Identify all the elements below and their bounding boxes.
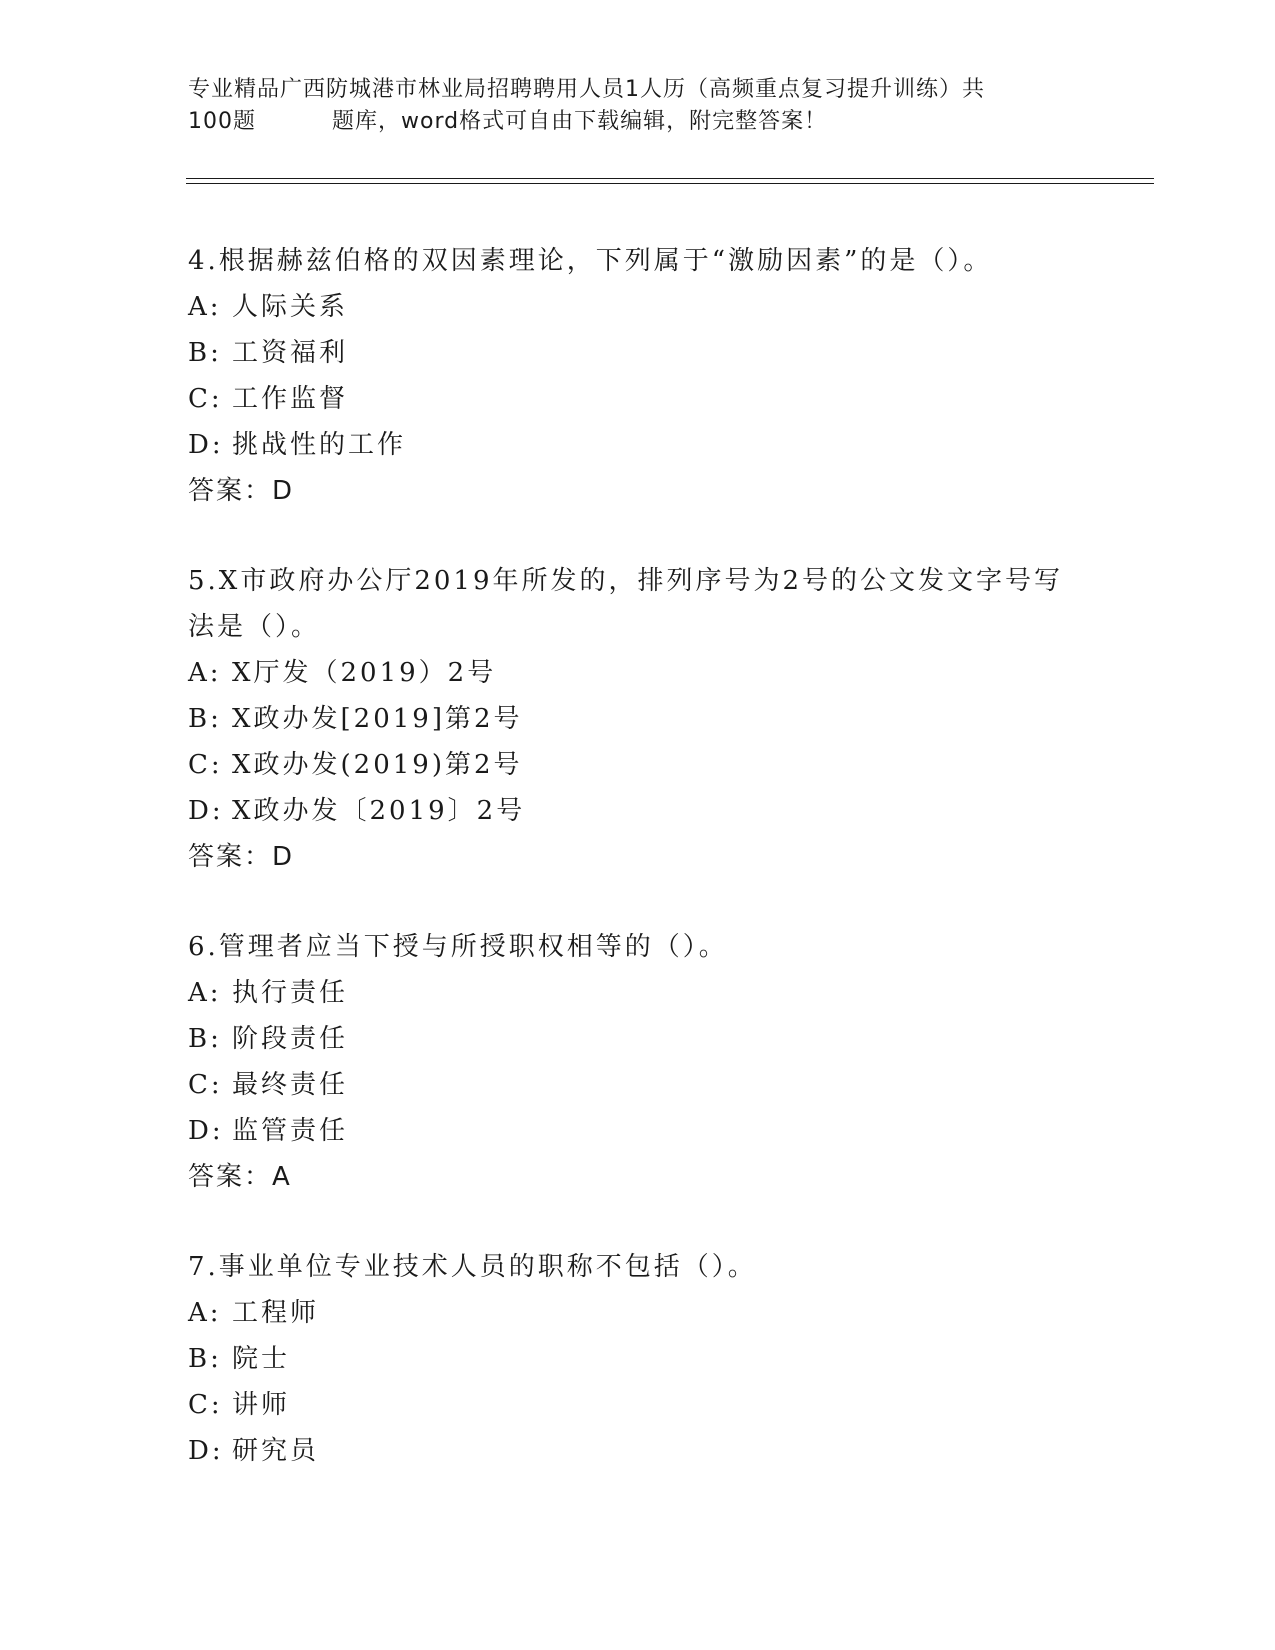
option-c [188, 1382, 1088, 1428]
option-label: D: [188, 796, 224, 826]
question-text: 6.管理者应当下授与所授职权相等的（）。 [188, 932, 728, 962]
option-text: 最终责任 [232, 1070, 349, 1100]
header-question-count: 100题 [188, 109, 256, 134]
option-text: 人际关系 [232, 292, 349, 322]
option-label: B: [188, 1024, 222, 1054]
option-b [188, 330, 1088, 376]
question-text: 5.X市政府办公厅2019年所发的，排列序号为2号的公文发文字号写法是（）。 [188, 566, 1064, 642]
option-label: A: [188, 292, 222, 322]
header-description: 题库，word格式可自由下载编辑，附完整答案！ [332, 109, 828, 134]
option-label: D: [188, 430, 224, 460]
option-text: 研究员 [232, 1436, 320, 1466]
option-text: 工作监督 [232, 384, 349, 414]
option-text: 监管责任 [232, 1116, 349, 1146]
document-header [188, 74, 1068, 138]
option-label: A: [188, 658, 222, 688]
option-text: 挑战性的工作 [232, 430, 407, 460]
option-text: 工程师 [232, 1298, 320, 1328]
option-b [188, 1016, 1088, 1062]
option-label: C: [188, 1070, 223, 1100]
answer-text: 答案：D [188, 476, 295, 506]
option-label: C: [188, 384, 223, 414]
question-block [188, 558, 1088, 880]
header-line-2 [188, 106, 1068, 138]
option-b [188, 1336, 1088, 1382]
option-text: 执行责任 [232, 978, 349, 1008]
option-text: 阶段责任 [232, 1024, 349, 1054]
answer-text: 答案：D [188, 842, 295, 872]
option-label: B: [188, 1344, 222, 1374]
option-label: B: [188, 704, 222, 734]
header-divider-top [186, 178, 1154, 179]
header-line-1: 专业精品广西防城港市林业局招聘聘用人员1人历（高频重点复习提升训练）共 [188, 77, 985, 102]
question-block [188, 924, 1088, 1200]
option-d [188, 1428, 1088, 1474]
option-text: X政办发(2019)第2号 [232, 750, 523, 780]
header-divider-bottom [186, 183, 1154, 184]
option-text: 院士 [232, 1344, 291, 1374]
option-d [188, 1108, 1088, 1154]
option-d [188, 422, 1088, 468]
question-block [188, 238, 1088, 514]
option-label: D: [188, 1116, 224, 1146]
option-label: B: [188, 338, 222, 368]
question-text: 4.根据赫兹伯格的双因素理论，下列属于“激励因素”的是（）。 [188, 246, 993, 276]
option-label: A: [188, 1298, 222, 1328]
option-a [188, 650, 1088, 696]
option-text: X政办发〔2019〕2号 [232, 796, 526, 826]
option-label: A: [188, 978, 222, 1008]
option-text: X政办发[2019]第2号 [232, 704, 523, 734]
option-a [188, 284, 1088, 330]
answer-text: 答案：A [188, 1162, 292, 1192]
option-text: 讲师 [232, 1390, 291, 1420]
option-b [188, 696, 1088, 742]
option-c [188, 742, 1088, 788]
option-label: C: [188, 1390, 223, 1420]
question-block [188, 1244, 1088, 1474]
question-text: 7.事业单位专业技术人员的职称不包括（）。 [188, 1252, 757, 1282]
option-label: C: [188, 750, 223, 780]
option-d [188, 788, 1088, 834]
question-list [188, 238, 1088, 1518]
option-label: D: [188, 1436, 224, 1466]
option-text: 工资福利 [232, 338, 349, 368]
option-c [188, 376, 1088, 422]
option-text: X厅发（2019）2号 [232, 658, 497, 688]
option-a [188, 970, 1088, 1016]
option-c [188, 1062, 1088, 1108]
option-a [188, 1290, 1088, 1336]
